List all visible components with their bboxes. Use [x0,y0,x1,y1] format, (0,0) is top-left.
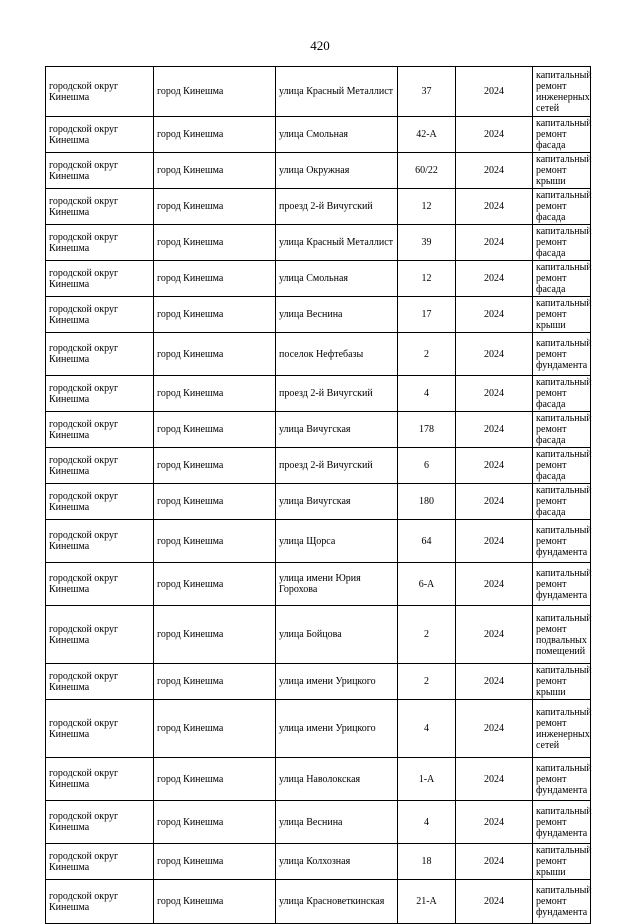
street-cell: улица Наволокская [276,758,398,801]
work-type-cell: капитальный ремонт фасада [533,484,591,520]
year-cell: 2024 [456,297,533,333]
city-cell: город Кинешма [154,484,276,520]
work-type-cell: капитальный ремонт фундамента [533,758,591,801]
district-cell: городской округ Кинешма [46,664,154,700]
table-row [46,153,591,189]
table-row [46,880,591,924]
work-type-cell: капитальный ремонт фундамента [533,880,591,924]
year-cell: 2024 [456,333,533,376]
city-cell: город Кинешма [154,606,276,664]
year-cell: 2024 [456,700,533,758]
city-cell: город Кинешма [154,758,276,801]
city-cell: город Кинешма [154,67,276,117]
work-type-cell: капитальный ремонт крыши [533,664,591,700]
district-cell: городской округ Кинешма [46,563,154,606]
table-row [46,801,591,844]
work-type-cell: капитальный ремонт инженерных сетей [533,700,591,758]
work-type-cell: капитальный ремонт крыши [533,297,591,333]
page-number: 420 [310,38,330,53]
table-row [46,189,591,225]
city-cell: город Кинешма [154,189,276,225]
street-cell: улица Веснина [276,297,398,333]
district-cell: городской округ Кинешма [46,333,154,376]
city-cell: город Кинешма [154,844,276,880]
city-cell: город Кинешма [154,117,276,153]
table-row [46,225,591,261]
district-cell: городской округ Кинешма [46,844,154,880]
street-cell: улица Красноветкинская [276,880,398,924]
district-cell: городской округ Кинешма [46,261,154,297]
district-cell: городской округ Кинешма [46,412,154,448]
city-cell: город Кинешма [154,376,276,412]
table-row [46,606,591,664]
street-cell: поселок Нефтебазы [276,333,398,376]
year-cell: 2024 [456,520,533,563]
city-cell: город Кинешма [154,801,276,844]
work-type-cell: капитальный ремонт фасада [533,225,591,261]
year-cell: 2024 [456,67,533,117]
house-number-cell: 2 [398,606,456,664]
table-row [46,520,591,563]
year-cell: 2024 [456,664,533,700]
house-number-cell: 12 [398,189,456,225]
table-row [46,484,591,520]
district-cell: городской округ Кинешма [46,758,154,801]
city-cell: город Кинешма [154,520,276,563]
district-cell: городской округ Кинешма [46,225,154,261]
city-cell: город Кинешма [154,563,276,606]
district-cell: городской округ Кинешма [46,448,154,484]
city-cell: город Кинешма [154,880,276,924]
district-cell: городской округ Кинешма [46,189,154,225]
table-row [46,412,591,448]
year-cell: 2024 [456,758,533,801]
year-cell: 2024 [456,189,533,225]
work-type-cell: капитальный ремонт подвальных помещений [533,606,591,664]
house-number-cell: 178 [398,412,456,448]
work-type-cell: капитальный ремонт крыши [533,153,591,189]
street-cell: улица Красный Металлист [276,67,398,117]
city-cell: город Кинешма [154,261,276,297]
table-row [46,333,591,376]
house-number-cell: 37 [398,67,456,117]
house-number-cell: 64 [398,520,456,563]
district-cell: городской округ Кинешма [46,376,154,412]
city-cell: город Кинешма [154,448,276,484]
street-cell: улица Смольная [276,117,398,153]
work-type-cell: капитальный ремонт фундамента [533,563,591,606]
street-cell: улица имени Юрия Горохова [276,563,398,606]
street-cell: улица имени Урицкого [276,664,398,700]
city-cell: город Кинешма [154,297,276,333]
district-cell: городской округ Кинешма [46,880,154,924]
table-row [46,563,591,606]
work-type-cell: капитальный ремонт фасада [533,376,591,412]
year-cell: 2024 [456,801,533,844]
house-number-cell: 4 [398,801,456,844]
street-cell: улица Вичугская [276,484,398,520]
table-row [46,117,591,153]
house-number-cell: 39 [398,225,456,261]
work-type-cell: капитальный ремонт фундамента [533,333,591,376]
table-row [46,664,591,700]
table-row [46,844,591,880]
table-row [46,376,591,412]
house-number-cell: 1-А [398,758,456,801]
year-cell: 2024 [456,563,533,606]
district-cell: городской округ Кинешма [46,700,154,758]
house-number-cell: 6-А [398,563,456,606]
work-type-cell: капитальный ремонт крыши [533,844,591,880]
year-cell: 2024 [456,844,533,880]
district-cell: городской округ Кинешма [46,520,154,563]
work-type-cell: капитальный ремонт фундамента [533,801,591,844]
city-cell: город Кинешма [154,700,276,758]
work-type-cell: капитальный ремонт фасада [533,117,591,153]
house-number-cell: 6 [398,448,456,484]
street-cell: улица имени Урицкого [276,700,398,758]
district-cell: городской округ Кинешма [46,117,154,153]
street-cell: улица Веснина [276,801,398,844]
district-cell: городской округ Кинешма [46,67,154,117]
year-cell: 2024 [456,880,533,924]
street-cell: улица Бойцова [276,606,398,664]
year-cell: 2024 [456,153,533,189]
work-type-cell: капитальный ремонт фасада [533,261,591,297]
house-number-cell: 4 [398,376,456,412]
work-type-cell: капитальный ремонт фасада [533,412,591,448]
house-number-cell: 12 [398,261,456,297]
work-type-cell: капитальный ремонт фундамента [533,520,591,563]
street-cell: улица Красный Металлист [276,225,398,261]
repair-registry-table [45,66,591,924]
house-number-cell: 2 [398,333,456,376]
street-cell: улица Смольная [276,261,398,297]
table-body [46,67,591,924]
year-cell: 2024 [456,261,533,297]
city-cell: город Кинешма [154,153,276,189]
street-cell: улица Вичугская [276,412,398,448]
year-cell: 2024 [456,117,533,153]
table-row [46,758,591,801]
city-cell: город Кинешма [154,664,276,700]
house-number-cell: 42-А [398,117,456,153]
city-cell: город Кинешма [154,412,276,448]
district-cell: городской округ Кинешма [46,484,154,520]
year-cell: 2024 [456,448,533,484]
street-cell: улица Щорса [276,520,398,563]
house-number-cell: 60/22 [398,153,456,189]
street-cell: проезд 2-й Вичугский [276,189,398,225]
house-number-cell: 18 [398,844,456,880]
year-cell: 2024 [456,412,533,448]
year-cell: 2024 [456,376,533,412]
street-cell: улица Окружная [276,153,398,189]
year-cell: 2024 [456,484,533,520]
district-cell: городской округ Кинешма [46,801,154,844]
district-cell: городской округ Кинешма [46,606,154,664]
year-cell: 2024 [456,225,533,261]
table-row [46,700,591,758]
work-type-cell: капитальный ремонт инженерных сетей [533,67,591,117]
house-number-cell: 21-А [398,880,456,924]
house-number-cell: 17 [398,297,456,333]
district-cell: городской округ Кинешма [46,153,154,189]
table-row [46,297,591,333]
house-number-cell: 180 [398,484,456,520]
city-cell: город Кинешма [154,225,276,261]
city-cell: город Кинешма [154,333,276,376]
house-number-cell: 2 [398,664,456,700]
district-cell: городской округ Кинешма [46,297,154,333]
street-cell: проезд 2-й Вичугский [276,376,398,412]
table-row [46,261,591,297]
table-row [46,448,591,484]
table-row [46,67,591,117]
house-number-cell: 4 [398,700,456,758]
year-cell: 2024 [456,606,533,664]
work-type-cell: капитальный ремонт фасада [533,448,591,484]
work-type-cell: капитальный ремонт фасада [533,189,591,225]
street-cell: улица Колхозная [276,844,398,880]
street-cell: проезд 2-й Вичугский [276,448,398,484]
